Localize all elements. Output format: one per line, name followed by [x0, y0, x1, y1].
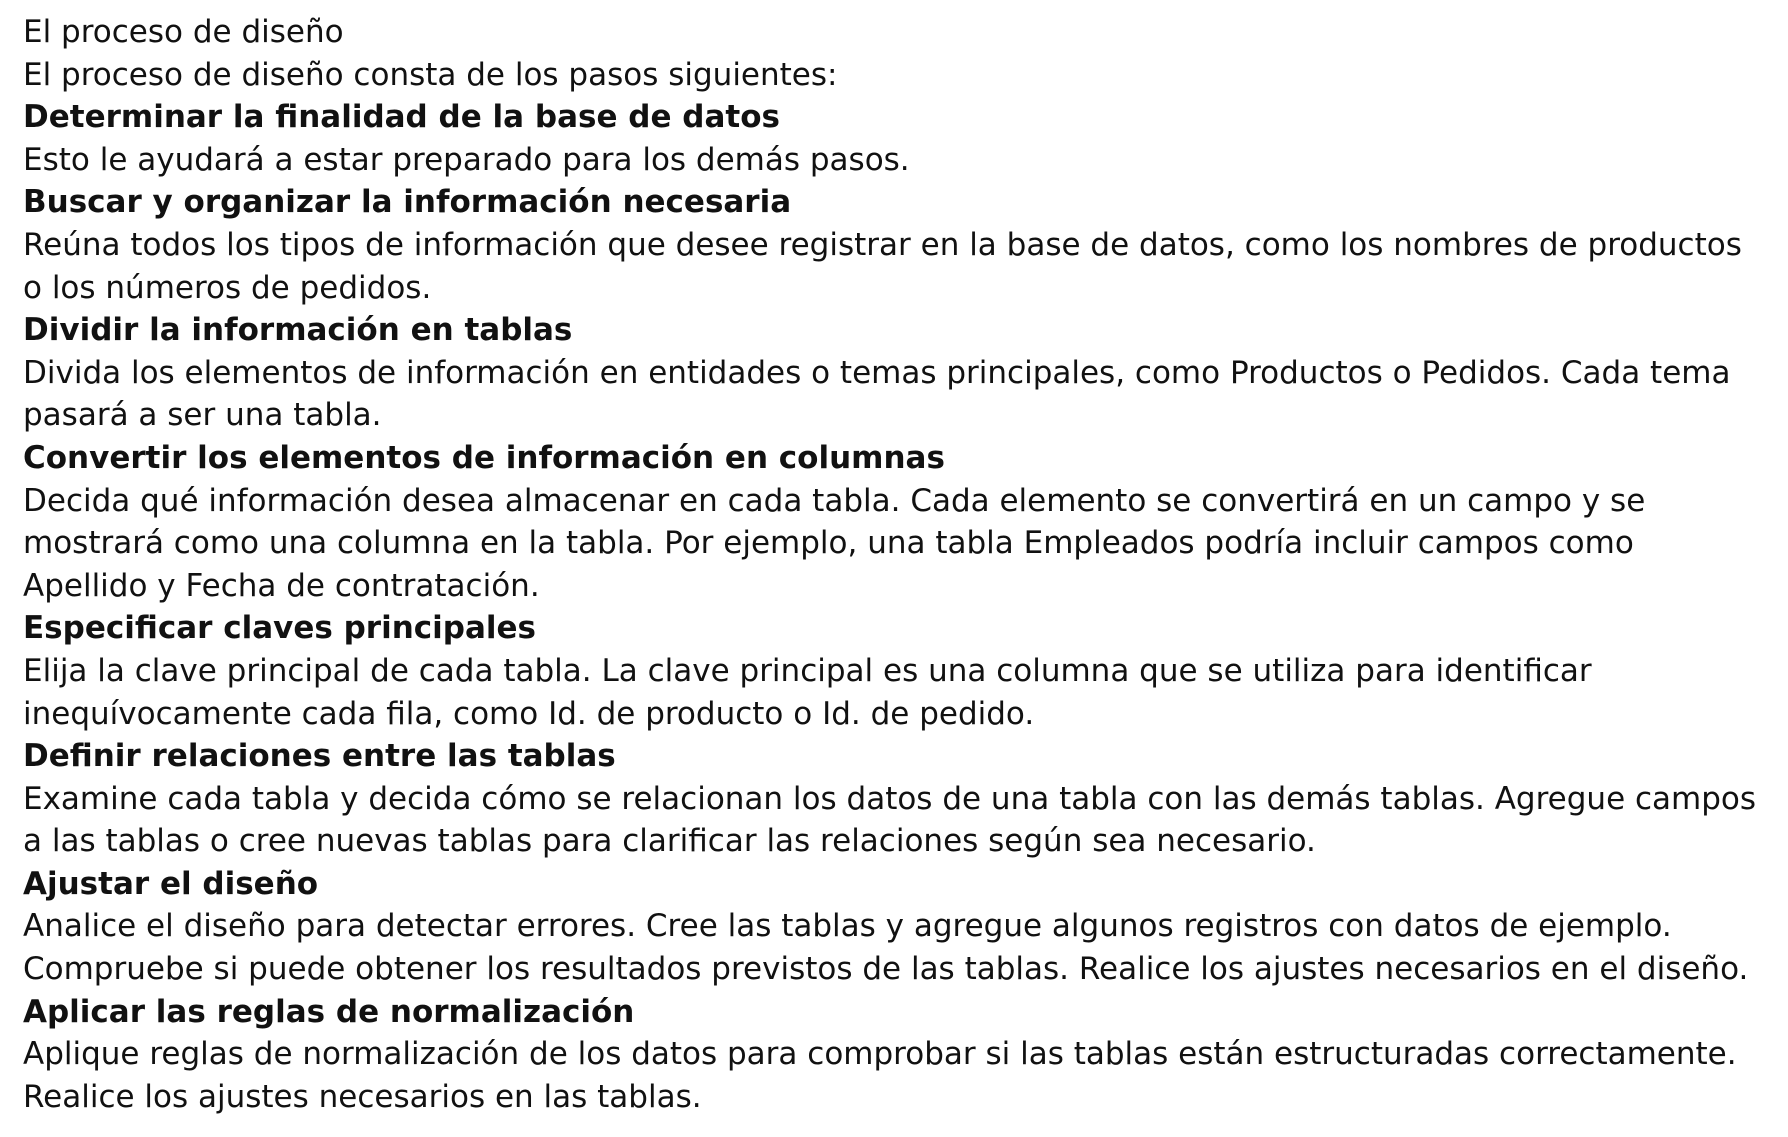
step-text: Analice el diseño para detectar errores. Cree las tablas y agregue algunos registros con datos de ejemplo. Compruebe si puede obtener los resultados previstos de las tablas. Realice los ajustes necesarios en el diseño. — [23, 908, 1749, 988]
step-2 — [23, 181, 1768, 309]
step-heading: Determinar la finalidad de la base de datos — [23, 99, 780, 136]
document-body — [23, 11, 1768, 1118]
step-text: Reúna todos los tipos de información que desee registrar en la base de datos, como los nombres de productos o los números de pedidos. — [23, 226, 1742, 306]
step-heading: Dividir la información en tablas — [23, 312, 573, 349]
step-6 — [23, 735, 1768, 863]
step-8 — [23, 991, 1768, 1119]
step-7 — [23, 863, 1768, 991]
step-text: Esto le ayudará a estar preparado para los demás pasos. — [23, 141, 910, 178]
step-heading: Buscar y organizar la información necesaria — [23, 184, 792, 221]
step-heading: Especificar claves principales — [23, 610, 536, 647]
step-text: Examine cada tabla y decida cómo se relacionan los datos de una tabla con las demás tablas. Agregue campos a las tablas o cree nuevas tablas para clarificar las relaciones según sea necesario. — [23, 780, 1757, 860]
step-heading: Aplicar las reglas de normalización — [23, 993, 635, 1030]
step-heading: Convertir los elementos de información en columnas — [23, 439, 945, 476]
step-text: Aplique reglas de normalización de los datos para comprobar si las tablas están estructuradas correctamente. Realice los ajustes necesarios en las tablas. — [23, 1036, 1737, 1115]
document-intro: El proceso de diseño consta de los pasos siguientes: — [23, 56, 838, 93]
step-text: Divida los elementos de información en entidades o temas principales, como Productos o Pedidos. Cada tema pasará a ser una tabla. — [23, 354, 1731, 434]
step-text: Elija la clave principal de cada tabla. La clave principal es una columna que se utiliza para identificar inequívocamente cada fila, como Id. de producto o Id. de pedido. — [23, 652, 1592, 732]
step-text: Decida qué información desea almacenar en cada tabla. Cada elemento se convertirá en un campo y se mostrará como una columna en la tabla. Por ejemplo, una tabla Empleados podría incluir campos como Apellido y Fecha de contratación. — [23, 482, 1646, 604]
document-title: El proceso de diseño — [23, 14, 344, 50]
step-heading: Definir relaciones entre las tablas — [23, 738, 616, 775]
step-4 — [23, 437, 1768, 607]
step-5 — [23, 607, 1768, 735]
step-3 — [23, 309, 1768, 437]
step-heading: Ajustar el diseño — [23, 865, 319, 902]
step-1 — [23, 96, 1768, 181]
